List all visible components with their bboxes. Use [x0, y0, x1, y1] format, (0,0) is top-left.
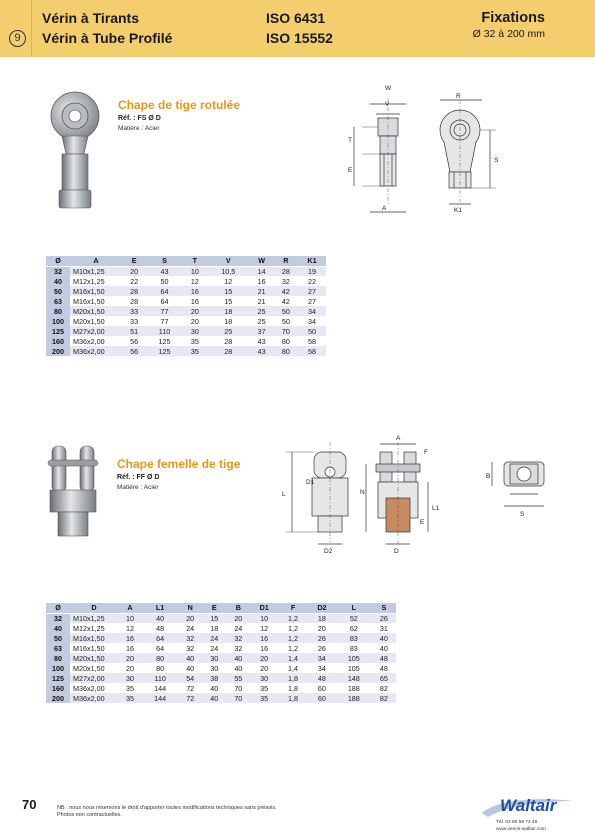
table-cell: M16x1,50 — [70, 643, 118, 653]
table-cell: 10,5 — [207, 266, 249, 276]
table-cell: 20 — [250, 653, 278, 663]
table-cell: 35 — [183, 336, 207, 346]
table-row — [46, 613, 396, 623]
table-cell: 35 — [250, 693, 278, 703]
section2-title: Chape femelle de tige — [117, 457, 241, 471]
col-header: L1 — [142, 603, 178, 613]
section1-material: Matière : Acier — [118, 125, 160, 132]
table-cell: M20x1,50 — [70, 306, 122, 316]
row-diameter-cell: 32 — [46, 266, 70, 276]
table-cell: 16 — [249, 276, 273, 286]
table-cell: 50 — [146, 276, 182, 286]
table-cell: 83 — [336, 633, 372, 643]
row-diameter-cell: 200 — [46, 693, 70, 703]
table-cell: 148 — [336, 673, 372, 683]
table-cell: 1,8 — [278, 683, 308, 693]
table-cell: 58 — [298, 346, 326, 356]
table-cell: 28 — [207, 346, 249, 356]
table-cell: 20 — [118, 653, 142, 663]
dim-e2: E — [420, 519, 425, 526]
row-diameter-cell: 100 — [46, 663, 70, 673]
table-cell: 40 — [372, 633, 396, 643]
table-cell: 15 — [207, 286, 249, 296]
table-cell: 188 — [336, 683, 372, 693]
rod-end-eye-photo — [42, 88, 106, 214]
table-cell: 35 — [183, 346, 207, 356]
table-cell: 1,4 — [278, 663, 308, 673]
table-cell: 51 — [122, 326, 146, 336]
col-header: D1 — [250, 603, 278, 613]
col-header: R — [274, 256, 298, 266]
table-cell: 1,2 — [278, 643, 308, 653]
table-cell: 48 — [142, 623, 178, 633]
table-cell: 34 — [298, 306, 326, 316]
table-cell: 1,2 — [278, 613, 308, 623]
table-cell: 10 — [250, 613, 278, 623]
table-cell: 24 — [226, 623, 250, 633]
table-cell: 22 — [298, 276, 326, 286]
col-header: D — [70, 603, 118, 613]
table-cell: 42 — [274, 296, 298, 306]
table-cell: 25 — [249, 306, 273, 316]
table-cell: M36x2,00 — [70, 683, 118, 693]
table-cell: 32 — [178, 633, 202, 643]
table-cell: M36x2,00 — [70, 336, 122, 346]
section2-material: Matière : Acier — [117, 484, 159, 491]
clevis-photo — [42, 438, 104, 540]
table-cell: 10 — [183, 266, 207, 276]
table-cell: 21 — [249, 286, 273, 296]
title-line2: Vérin à Tube Profilé — [42, 30, 173, 46]
clevis-drawing — [278, 432, 568, 558]
row-diameter-cell: 80 — [46, 653, 70, 663]
table-row — [46, 336, 326, 346]
diameter-range: Ø 32 à 200 mm — [472, 28, 545, 40]
table-header-row — [46, 256, 326, 266]
table-cell: 19 — [298, 266, 326, 276]
table-cell: 35 — [118, 683, 142, 693]
dim-a2: A — [396, 435, 401, 442]
table-cell: 35 — [250, 683, 278, 693]
table-cell: 40 — [178, 663, 202, 673]
table-cell: 28 — [122, 286, 146, 296]
table-cell: 20 — [226, 613, 250, 623]
dim-f: F — [424, 449, 428, 456]
table-cell: 37 — [249, 326, 273, 336]
table-cell: 105 — [336, 663, 372, 673]
table-cell: 25 — [249, 316, 273, 326]
table-cell: 28 — [274, 266, 298, 276]
table-cell: 22 — [122, 276, 146, 286]
table-cell: 15 — [202, 613, 226, 623]
title-line1: Vérin à Tirants — [42, 10, 140, 26]
col-header: A — [70, 256, 122, 266]
col-header: L — [336, 603, 372, 613]
table-header-row — [46, 603, 396, 613]
table-cell: 32 — [178, 643, 202, 653]
dim-a: A — [382, 205, 387, 212]
table-cell: M36x2,00 — [70, 346, 122, 356]
table-cell: M16x1,50 — [70, 296, 122, 306]
brand-logo: Waltair — [500, 796, 557, 815]
table-cell: 32 — [226, 633, 250, 643]
table-cell: 50 — [274, 316, 298, 326]
footer-tel: Tél. 03 80 58 72 46 — [496, 820, 538, 825]
table-cell: 32 — [274, 276, 298, 286]
row-diameter-cell: 50 — [46, 633, 70, 643]
table-cell: 20 — [183, 306, 207, 316]
col-header: N — [178, 603, 202, 613]
table-cell: 1,8 — [278, 693, 308, 703]
table-cell: 43 — [146, 266, 182, 276]
col-header: Ø — [46, 256, 70, 266]
table-cell: M16x1,50 — [70, 633, 118, 643]
table-cell: 77 — [146, 306, 182, 316]
col-header: E — [202, 603, 226, 613]
table-cell: 16 — [183, 296, 207, 306]
page-number: 70 — [22, 797, 37, 812]
chapter-badge: 9 — [9, 30, 26, 47]
table-cell: 40 — [226, 653, 250, 663]
table-row — [46, 316, 326, 326]
table-cell: 20 — [308, 623, 336, 633]
col-header: W — [249, 256, 273, 266]
table-cell: 30 — [250, 673, 278, 683]
table-cell: 40 — [178, 653, 202, 663]
table-cell: 18 — [207, 306, 249, 316]
table-cell: 34 — [308, 653, 336, 663]
iso-line1: ISO 6431 — [266, 10, 326, 26]
table-cell: 18 — [202, 623, 226, 633]
table-cell: 24 — [178, 623, 202, 633]
table-cell: 52 — [336, 613, 372, 623]
table-cell: 15 — [207, 296, 249, 306]
table-cell: 27 — [298, 286, 326, 296]
row-diameter-cell: 160 — [46, 336, 70, 346]
dim-e: E — [348, 167, 353, 174]
table-cell: 48 — [308, 673, 336, 683]
col-header: A — [118, 603, 142, 613]
table-cell: M36x2,00 — [70, 693, 118, 703]
table-cell: 20 — [178, 613, 202, 623]
table-cell: 144 — [142, 693, 178, 703]
footer-note: NB : nous nous réservons le droit d'apporter toutes modifications techniques sans préavis. — [57, 805, 277, 811]
table-cell: 40 — [372, 643, 396, 653]
table-cell: 56 — [122, 346, 146, 356]
table-cell: 12 — [207, 276, 249, 286]
table-cell: 82 — [372, 683, 396, 693]
table-cell: 18 — [308, 613, 336, 623]
table-cell: 20 — [183, 316, 207, 326]
dim-w: W — [385, 85, 392, 92]
table-cell: 50 — [298, 326, 326, 336]
table-row — [46, 346, 326, 356]
table-cell: 26 — [372, 613, 396, 623]
page-header — [0, 0, 595, 57]
table-cell: 40 — [142, 613, 178, 623]
table-cell: 26 — [308, 633, 336, 643]
rod-end-eye-drawing — [340, 78, 530, 228]
table-cell: 1,4 — [278, 653, 308, 663]
dim-d2: D2 — [324, 548, 333, 555]
table-row — [46, 653, 396, 663]
table-cell: 20 — [122, 266, 146, 276]
table-cell: 144 — [142, 683, 178, 693]
table-cell: M20x1,50 — [70, 663, 118, 673]
dim-n: N — [360, 489, 365, 496]
table-cell: 26 — [308, 643, 336, 653]
table-cell: 72 — [178, 693, 202, 703]
table-row — [46, 673, 396, 683]
table-cell: 30 — [202, 653, 226, 663]
table-cell: 16 — [250, 633, 278, 643]
table-cell: 55 — [226, 673, 250, 683]
footer-note-photos: Photos non contractuelles. — [57, 812, 122, 818]
table-row — [46, 643, 396, 653]
table-row — [46, 296, 326, 306]
table-cell: 38 — [202, 673, 226, 683]
row-diameter-cell: 80 — [46, 306, 70, 316]
table-row — [46, 683, 396, 693]
table-cell: 64 — [142, 633, 178, 643]
table-cell: 24 — [202, 643, 226, 653]
table-cell: 16 — [118, 633, 142, 643]
table-cell: 72 — [178, 683, 202, 693]
table-cell: 14 — [249, 266, 273, 276]
table-row — [46, 306, 326, 316]
table-cell: 50 — [274, 306, 298, 316]
table-cell: 34 — [308, 663, 336, 673]
col-header: E — [122, 256, 146, 266]
row-diameter-cell: 125 — [46, 326, 70, 336]
table-row — [46, 633, 396, 643]
table-cell: 80 — [274, 346, 298, 356]
row-diameter-cell: 100 — [46, 316, 70, 326]
table-cell: 82 — [372, 693, 396, 703]
table-cell: 25 — [207, 326, 249, 336]
table-cell: 33 — [122, 306, 146, 316]
table-cell: 18 — [207, 316, 249, 326]
dim-v: V — [385, 101, 390, 108]
row-diameter-cell: 125 — [46, 673, 70, 683]
col-header: S — [146, 256, 182, 266]
table-cell: 43 — [249, 336, 273, 346]
row-diameter-cell: 40 — [46, 623, 70, 633]
table-cell: 21 — [249, 296, 273, 306]
row-diameter-cell: 50 — [46, 286, 70, 296]
col-header: S — [372, 603, 396, 613]
table-cell: 64 — [146, 296, 182, 306]
table-cell: 20 — [250, 663, 278, 673]
table-cell: 42 — [274, 286, 298, 296]
table-cell: 80 — [142, 663, 178, 673]
table-cell: 60 — [308, 683, 336, 693]
table-cell: 31 — [372, 623, 396, 633]
table-row — [46, 286, 326, 296]
dim-s: S — [494, 157, 499, 164]
dim-r: R — [456, 93, 461, 100]
table-cell: 110 — [142, 673, 178, 683]
table-cell: 30 — [202, 663, 226, 673]
table-cell: 70 — [226, 683, 250, 693]
table-cell: 48 — [372, 653, 396, 663]
table-cell: 80 — [274, 336, 298, 346]
col-header: F — [278, 603, 308, 613]
table-cell: 16 — [118, 643, 142, 653]
iso-line2: ISO 15552 — [266, 30, 333, 46]
table-cell: 70 — [226, 693, 250, 703]
dim-k1: K1 — [454, 207, 462, 214]
table-cell: 30 — [118, 673, 142, 683]
table-cell: 40 — [202, 693, 226, 703]
table-cell: 35 — [118, 693, 142, 703]
table-row — [46, 693, 396, 703]
table-cell: 64 — [142, 643, 178, 653]
table-cell: 1,8 — [278, 673, 308, 683]
table-cell: 65 — [372, 673, 396, 683]
table-cell: 30 — [183, 326, 207, 336]
table-cell: 64 — [146, 286, 182, 296]
table-cell: M20x1,50 — [70, 653, 118, 663]
table-cell: 12 — [250, 623, 278, 633]
table-row — [46, 326, 326, 336]
col-header: V — [207, 256, 249, 266]
table-cell: M27x2,00 — [70, 326, 122, 336]
table-row — [46, 266, 326, 276]
table-cell: 188 — [336, 693, 372, 703]
section-label: Fixations — [481, 10, 545, 26]
table-cell: 28 — [122, 296, 146, 306]
table-cell: 32 — [226, 643, 250, 653]
col-header: D2 — [308, 603, 336, 613]
table-cell: 40 — [226, 663, 250, 673]
table-cell: 110 — [146, 326, 182, 336]
row-diameter-cell: 63 — [46, 296, 70, 306]
table-cell: 43 — [249, 346, 273, 356]
table-cell: 1,2 — [278, 633, 308, 643]
table-cell: 105 — [336, 653, 372, 663]
col-header: B — [226, 603, 250, 613]
table-cell: 62 — [336, 623, 372, 633]
table-cell: M10x1,25 — [70, 613, 118, 623]
table-cell: 58 — [298, 336, 326, 346]
table-cell: 70 — [274, 326, 298, 336]
table-cell: 16 — [250, 643, 278, 653]
table-cell: 34 — [298, 316, 326, 326]
table-row — [46, 663, 396, 673]
table-cell: 28 — [207, 336, 249, 346]
table-cell: 1,2 — [278, 623, 308, 633]
table-cell: 20 — [118, 663, 142, 673]
row-diameter-cell: 63 — [46, 643, 70, 653]
section1-ref: Réf. : FS Ø D — [118, 115, 161, 122]
table-cell: M12x1,25 — [70, 623, 118, 633]
table-cell: 54 — [178, 673, 202, 683]
table-cell: 125 — [146, 346, 182, 356]
table-cell: 83 — [336, 643, 372, 653]
dim-d1: D1 — [306, 479, 315, 486]
chapter-tab — [0, 0, 32, 57]
table-cell: 24 — [202, 633, 226, 643]
table-row — [46, 276, 326, 286]
section1-title: Chape de tige rotulée — [118, 98, 241, 112]
table-cell: 60 — [308, 693, 336, 703]
dim-l: L — [282, 491, 286, 498]
row-diameter-cell: 40 — [46, 276, 70, 286]
table-cell: M20x1,50 — [70, 316, 122, 326]
dim-b: B — [486, 473, 491, 480]
table-cell: 33 — [122, 316, 146, 326]
table-row — [46, 623, 396, 633]
footer-web: www.verins-waltair.com — [496, 827, 546, 832]
table-cell: 125 — [146, 336, 182, 346]
table-cell: 12 — [183, 276, 207, 286]
table-cell: M27x2,00 — [70, 673, 118, 683]
dim-d: D — [394, 548, 399, 555]
dim-s2: S — [520, 511, 525, 518]
table-cell: 56 — [122, 336, 146, 346]
row-diameter-cell: 200 — [46, 346, 70, 356]
col-header: T — [183, 256, 207, 266]
dim-l1: L1 — [432, 505, 440, 512]
table-cell: 48 — [372, 663, 396, 673]
table-cell: 40 — [202, 683, 226, 693]
rod-eye-table — [46, 256, 326, 356]
clevis-table — [46, 603, 396, 703]
table-cell: 77 — [146, 316, 182, 326]
table-cell: 27 — [298, 296, 326, 306]
col-header: K1 — [298, 256, 326, 266]
row-diameter-cell: 32 — [46, 613, 70, 623]
table-cell: 80 — [142, 653, 178, 663]
table-cell: M10x1,25 — [70, 266, 122, 276]
dim-t: T — [348, 137, 352, 144]
col-header: Ø — [46, 603, 70, 613]
table-cell: 12 — [118, 623, 142, 633]
row-diameter-cell: 160 — [46, 683, 70, 693]
table-cell: 10 — [118, 613, 142, 623]
table-cell: M12x1,25 — [70, 276, 122, 286]
table-cell: 16 — [183, 286, 207, 296]
table-cell: M16x1,50 — [70, 286, 122, 296]
section2-ref: Réf. : FF Ø D — [117, 474, 160, 481]
